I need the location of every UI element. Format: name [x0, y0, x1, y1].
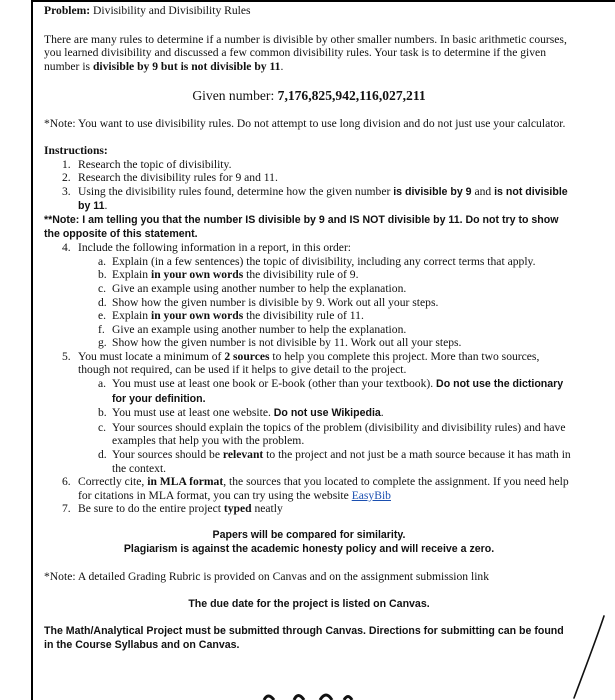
instruction-7: 7. Be sure to do the entire project typed neatly: [62, 502, 283, 516]
instruction-5a: a. You must use at least one book or E-book (other than your textbook). Do not use the dictionary for your definition.: [98, 377, 564, 405]
submission-notice: The Math/Analytical Project must be submitted through Canvas. Directions for submitting can be found in the Course Syllabus and on Canvas.: [44, 625, 564, 651]
intro-paragraph: There are many rules to determine if a number is divisible by other smaller numbers. In basic arithmetic courses, you learned divisibility and discussed a few common divisibility rules. Your task is to determine if the given number is divisible by 9 but is not divisible by 11.: [44, 32, 567, 73]
similarity-notice: Papers will be compared for similarity.: [212, 529, 406, 541]
page-border-top: [32, 0, 615, 2]
cropped-heading-fragment: [260, 688, 360, 700]
instruction-4: 4. Include the following information in a report, in this order:: [62, 241, 352, 255]
instruction-4e: e. Explain in your own words the divisibility rule of 11.: [98, 309, 364, 323]
note-divisibility-rules: *Note: You want to use divisibility rules. Do not attempt to use long division and do not just use your calculator.: [44, 117, 566, 131]
instruction-5c: c. Your sources should explain the topics of the problem (divisibility and divisibility rules) and have examples that help you with the problem.: [98, 420, 566, 448]
instruction-6: 6. Correctly cite, in MLA format, the sources that you located to complete the assignment. If you need help for citations in MLA format, you can try using the website EasyBib: [62, 475, 569, 502]
due-date-notice: The due date for the project is listed on Canvas.: [188, 597, 430, 610]
easybib-link[interactable]: EasyBib: [351, 488, 391, 502]
instruction-4d: d. Show how the given number is divisible by 9. Work out all your steps.: [98, 295, 439, 309]
instruction-5: 5. You must locate a minimum of 2 sources to help you complete this project. More than two sources, though not required, can be used if it helps to give detail to the project.: [62, 349, 540, 377]
note-is-divisible: **Note: I am telling you that the number IS divisible by 9 and IS NOT divisible by 11. Do not try to show the opposite of this statement.: [44, 213, 559, 240]
instruction-4a: a. Explain (in a few sentences) the topic of divisibility, including any correct terms that apply.: [98, 254, 536, 268]
instruction-3: 3. Using the divisibility rules found, determine how the given number is divisible by 9 and is not divisible by 11.: [62, 184, 568, 213]
instruction-2: 2. Research the divisibility rules for 9 and 11.: [62, 171, 278, 185]
instructions-title: Instructions:: [44, 143, 108, 157]
given-number: Given number: 7,176,825,942,116,027,211: [192, 88, 426, 104]
pen-stroke-mark: [560, 614, 610, 700]
instruction-4c: c. Give an example using another number to help the explanation.: [98, 281, 407, 295]
instruction-4f: f. Give an example using another number to help the explanation.: [98, 322, 407, 336]
instruction-5d: d. Your sources should be relevant to the project and not just be a math source because it has math in the context.: [98, 448, 571, 475]
instruction-5b: b. You must use at least one website. Do not use Wikipedia.: [98, 406, 384, 420]
plagiarism-notice: Plagiarism is against the academic honesty policy and will receive a zero.: [123, 542, 495, 555]
instruction-4g: g. Show how the given number is not divisible by 11. Work out all your steps.: [98, 336, 462, 350]
document-content: [44, 4, 574, 653]
instruction-1: 1. Research the topic of divisibility.: [62, 157, 232, 171]
grading-rubric-note: *Note: A detailed Grading Rubric is provided on Canvas and on the assignment submission link: [44, 570, 490, 584]
instruction-4b: b. Explain in your own words the divisibility rule of 9.: [98, 268, 359, 282]
page-border-left: [31, 0, 33, 700]
problem-heading: Problem: Divisibility and Divisibility Rules: [44, 4, 251, 17]
